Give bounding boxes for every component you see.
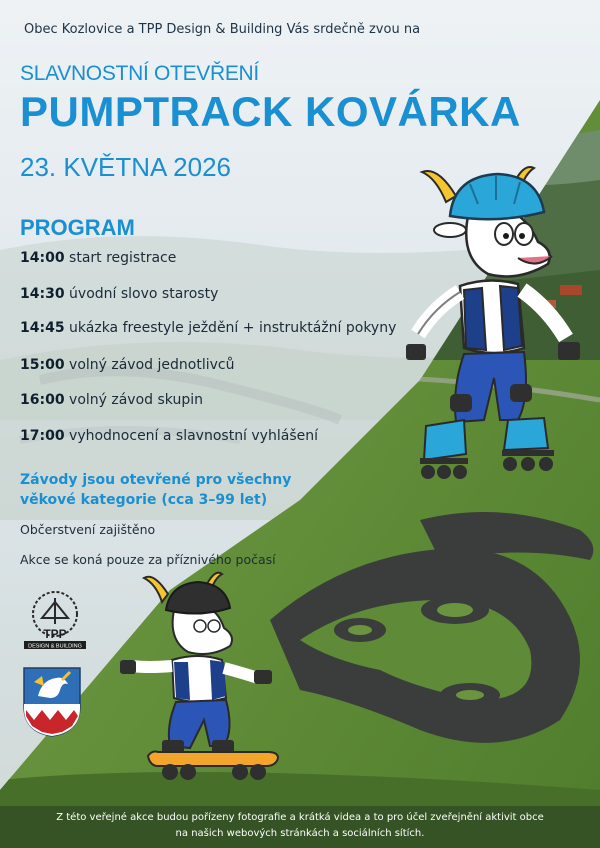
open-races-note — [20, 470, 291, 510]
program-heading: PROGRAM — [20, 215, 135, 240]
goat-rollerblader-mascot — [398, 158, 588, 498]
program-time: 14:45 — [20, 320, 65, 336]
tpp-logo — [20, 588, 90, 650]
program-text: volný závod jednotlivců — [69, 357, 235, 373]
program-text: vyhodnocení a slavnostní vyhlášení — [69, 428, 318, 444]
program-item — [20, 428, 318, 444]
program-time: 17:00 — [20, 428, 65, 444]
program-item — [20, 286, 218, 302]
program-item — [20, 392, 203, 408]
program-item — [20, 357, 234, 373]
invitation-text: Obec Kozlovice a TPP Design & Building Vás srdečně zvou na — [24, 22, 421, 37]
disclaimer-line1: Z této veřejné akce budou pořízeny fotografie a krátká videa a to pro účel zveřejnění aktivit obce — [56, 812, 544, 823]
disclaimer-line2: na našich webových stránkách a sociálních sítích. — [175, 828, 425, 839]
program-time: 16:00 — [20, 392, 65, 408]
refreshments-note: Občerstvení zajištěno — [20, 522, 156, 537]
program-item — [20, 250, 176, 266]
event-subtitle: SLAVNOSTNÍ OTEVŘENÍ — [20, 62, 259, 85]
photo-disclaimer — [0, 810, 600, 842]
open-races-line1: Závody jsou otevřené pro všechny — [20, 472, 292, 488]
tpp-letters: TPP — [43, 627, 67, 641]
goat-skateboarder-mascot — [118, 570, 288, 784]
program-text: start registrace — [69, 250, 177, 266]
open-races-line2: věkové kategorie (cca 3–99 let) — [20, 492, 268, 508]
program-text: volný závod skupin — [69, 392, 203, 408]
kozlovice-coat-of-arms — [22, 666, 82, 738]
weather-note: Akce se koná pouze za příznivého počasí — [20, 552, 276, 567]
program-item — [20, 320, 396, 336]
program-text: ukázka freestyle ježdění + instruktážní pokyny — [69, 320, 397, 336]
event-title: PUMPTRACK KOVÁRKA — [20, 88, 521, 135]
program-time: 14:00 — [20, 250, 65, 266]
program-text: úvodní slovo starosty — [69, 286, 219, 302]
program-time: 14:30 — [20, 286, 65, 302]
program-time: 15:00 — [20, 357, 65, 373]
tpp-subtitle: DESIGN & BUILDING — [28, 643, 82, 650]
event-date: 23. KVĚTNA 2026 — [20, 152, 232, 182]
